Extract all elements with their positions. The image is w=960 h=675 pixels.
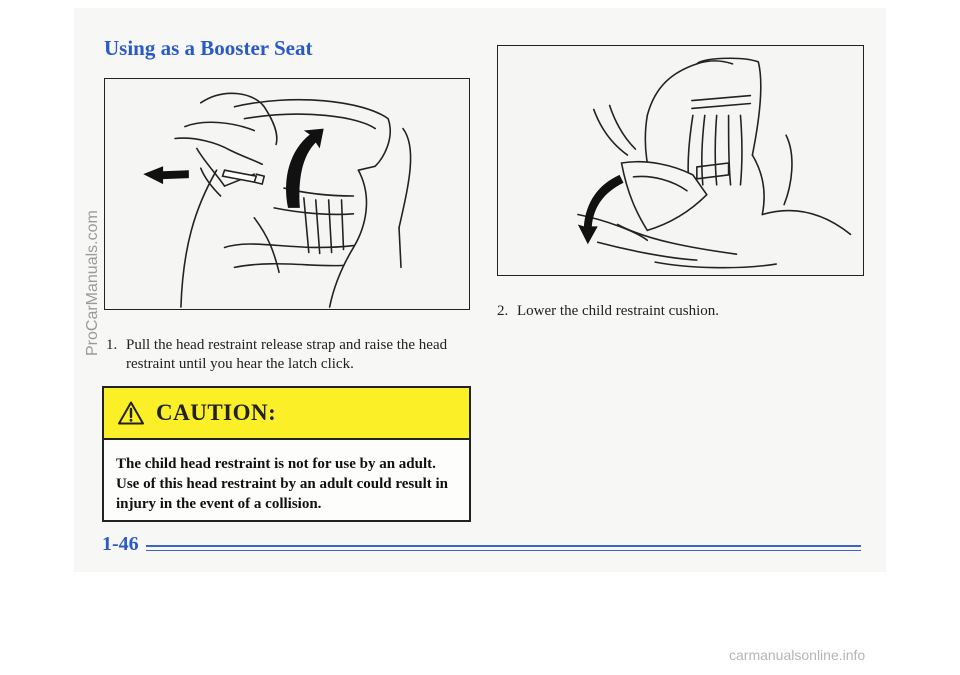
head-restraint-illustration bbox=[104, 78, 470, 310]
page-number: 1-46 bbox=[102, 533, 139, 555]
warning-triangle-icon bbox=[118, 401, 144, 425]
site-watermark: carmanualsonline.info bbox=[729, 647, 866, 663]
head-restraint-illustration-svg bbox=[105, 79, 469, 309]
step-text: Lower the child restraint cushion. bbox=[517, 303, 720, 319]
step-number: 2. bbox=[497, 303, 509, 319]
caution-header bbox=[104, 388, 469, 440]
side-watermark: ProCarManuals.com bbox=[84, 210, 101, 356]
section-title: Using as a Booster Seat bbox=[104, 36, 313, 60]
footer-rule bbox=[146, 545, 861, 547]
step-1 bbox=[106, 336, 482, 374]
caution-title: CAUTION: bbox=[156, 400, 277, 425]
step-text: Pull the head restraint release strap and raise the head restraint until you hear the latch click. bbox=[126, 337, 448, 372]
cushion-lower-illustration bbox=[497, 45, 864, 276]
step-number: 1. bbox=[106, 337, 118, 353]
caution-box bbox=[102, 386, 471, 522]
cushion-lower-illustration-svg bbox=[498, 46, 863, 275]
caution-text: The child head restraint is not for use by an adult. Use of this head restraint by an adult could result in injury in the event of a collision. bbox=[116, 456, 448, 512]
step-2 bbox=[497, 302, 857, 321]
footer-rule-thin bbox=[146, 550, 861, 551]
